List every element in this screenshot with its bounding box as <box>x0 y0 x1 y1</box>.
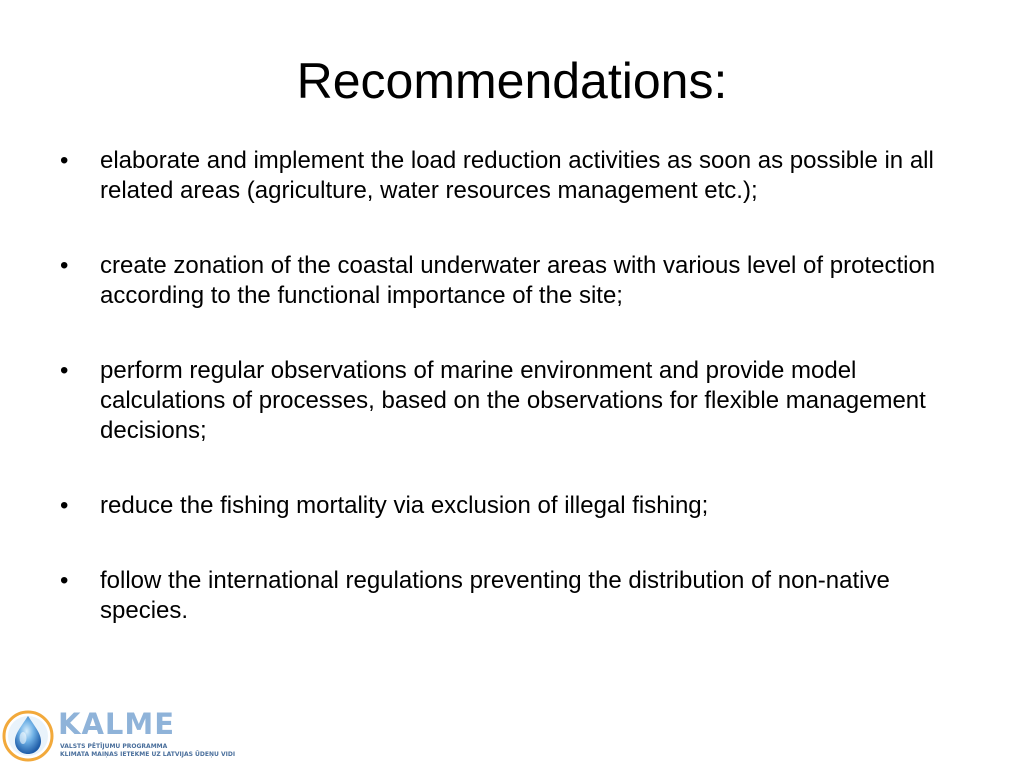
logo-subtitle-line1: VALSTS PĒTĪJUMU PROGRAMMA <box>60 743 168 750</box>
bullet-item <box>58 566 958 626</box>
bullet-marker: • <box>60 567 69 594</box>
bullet-item <box>58 251 958 311</box>
bullet-text: follow the international regulations preventing the distribution of non-native species. <box>100 567 890 624</box>
bullet-list <box>58 146 958 671</box>
logo-name: KALME <box>58 707 176 741</box>
logo-subtitle-line2: KLIMATA MAIŅAS IETEKME UZ LATVIJAS ŪDEŅU VIDI <box>60 751 236 758</box>
bullet-marker: • <box>60 252 69 279</box>
bullet-text: create zonation of the coastal underwater areas with various level of protection according to the functional importance of the site; <box>100 252 936 309</box>
bullet-text: elaborate and implement the load reduction activities as soon as possible in all related areas (agriculture, water resources management etc.); <box>100 147 934 204</box>
slide-title: Recommendations: <box>296 53 728 109</box>
bullet-text: reduce the fishing mortality via exclusion of illegal fishing; <box>100 492 709 519</box>
bullet-marker: • <box>60 492 69 519</box>
bullet-item <box>58 146 958 206</box>
bullet-item <box>58 356 958 446</box>
bullet-item <box>58 491 958 521</box>
bullet-marker: • <box>60 357 69 384</box>
water-drop-icon <box>2 706 54 762</box>
bullet-text: perform regular observations of marine environment and provide model calculations of processes, based on the observations for flexible management decisions; <box>100 357 926 444</box>
bullet-marker: • <box>60 147 69 174</box>
kalme-logo <box>0 704 236 764</box>
